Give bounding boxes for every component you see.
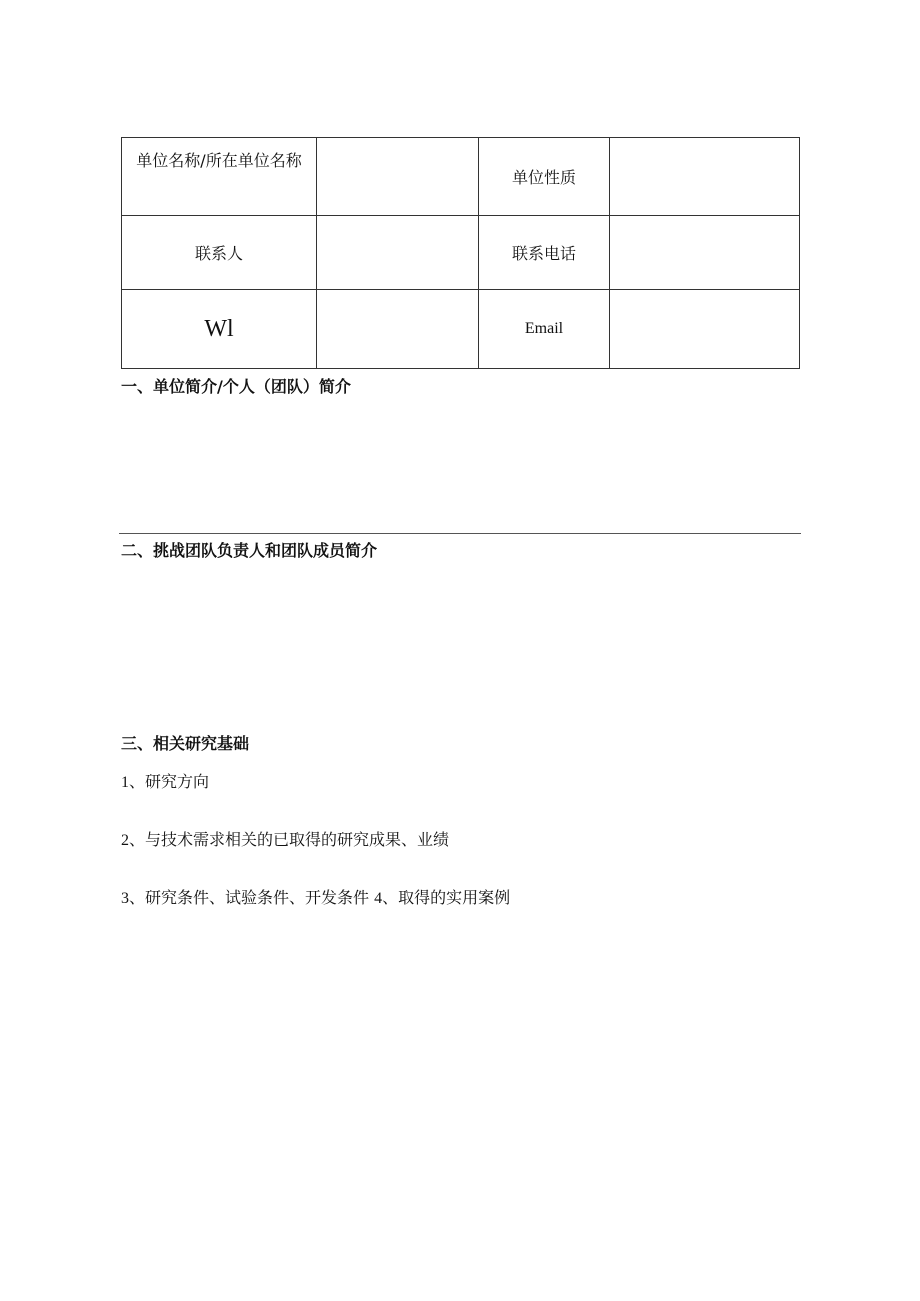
mobile-value[interactable] <box>317 290 479 369</box>
table-row <box>122 290 800 369</box>
table-row <box>122 138 800 216</box>
info-table <box>121 137 800 369</box>
item-text: 、取得的实用案例 <box>382 888 511 907</box>
contact-phone-label: 联系电话 <box>479 216 610 290</box>
item-text: 、与技术需求相关的已取得的研究成果、业绩 <box>129 830 450 849</box>
email-value[interactable] <box>610 290 800 369</box>
contact-person-value[interactable] <box>317 216 479 290</box>
section-1-heading: 一、单位简介/个人（团队）简介 <box>121 377 351 396</box>
section-3-heading: 三、相关研究基础 <box>121 734 250 753</box>
list-item-research-results <box>121 830 449 851</box>
section-divider <box>119 533 801 534</box>
unit-name-value[interactable] <box>317 138 479 216</box>
table-row <box>122 216 800 290</box>
section-2-heading: 二、挑战团队负责人和团队成员简介 <box>121 541 378 560</box>
unit-name-label: 单位名称/所在单位名称 <box>122 138 317 216</box>
email-label: Email <box>479 290 610 369</box>
item-number: 2 <box>121 832 129 849</box>
list-item-research-direction <box>121 772 209 793</box>
contact-phone-value[interactable] <box>610 216 800 290</box>
item-number: 3 <box>121 890 129 907</box>
item-number: 1 <box>121 774 129 791</box>
item-text: 、研究条件、试验条件、开发条件 <box>129 888 375 907</box>
item-text: 、研究方向 <box>129 772 210 791</box>
list-item-research-conditions <box>121 888 510 909</box>
unit-type-value[interactable] <box>610 138 800 216</box>
item-number: 4 <box>374 890 383 907</box>
mobile-label: Wl <box>122 290 317 369</box>
unit-type-label: 单位性质 <box>479 138 610 216</box>
contact-person-label: 联系人 <box>122 216 317 290</box>
